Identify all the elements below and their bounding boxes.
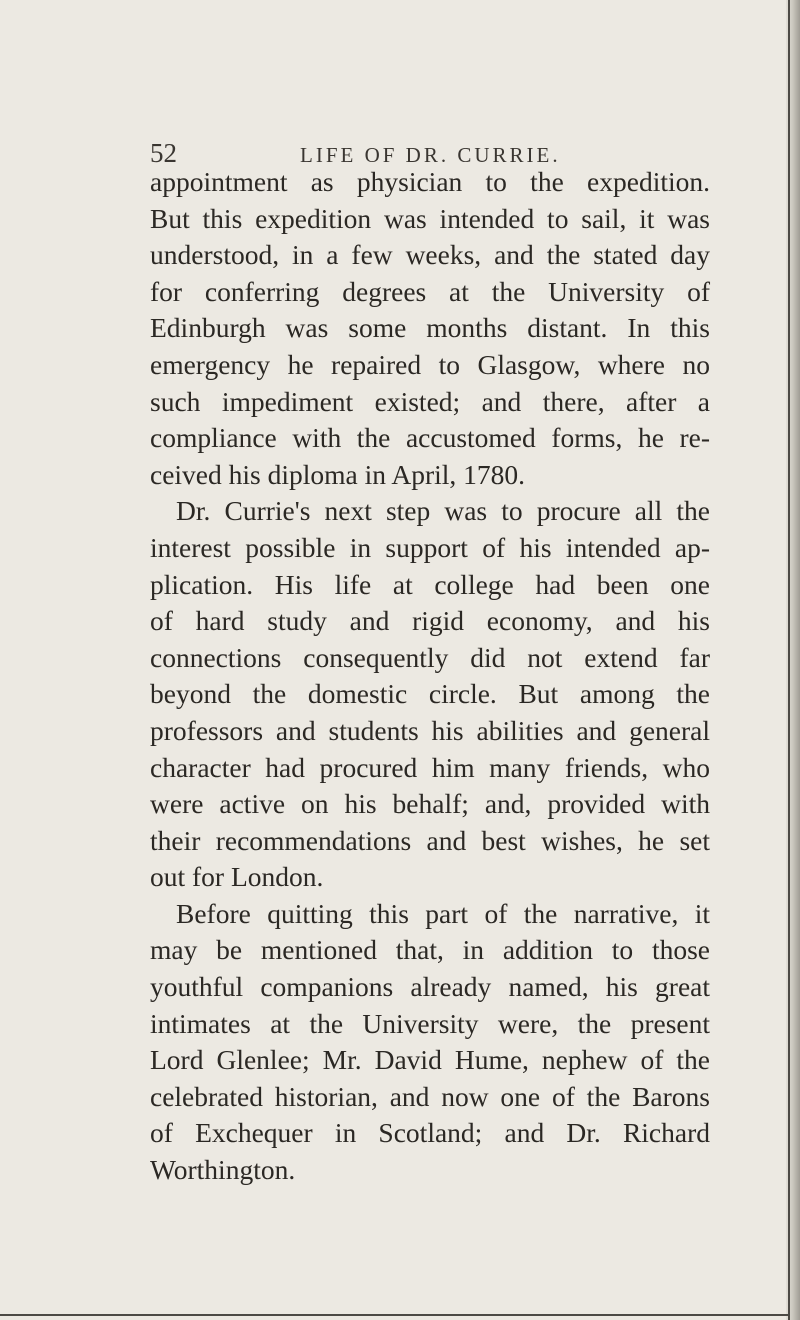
text-line: Dr. Currie's next step was to procure all the bbox=[176, 495, 710, 527]
text-line: such impediment existed; and there, after a bbox=[150, 385, 710, 417]
text-line: appointment as physician to the expedition. bbox=[150, 166, 710, 197]
page-edge-line bbox=[788, 0, 790, 1320]
text-line: were active on his behalf; and, provided with bbox=[150, 788, 710, 820]
text-line: for conferring degrees at the University of bbox=[150, 275, 710, 307]
text-line: celebrated historian, and now one of the Barons bbox=[150, 1080, 710, 1112]
text-line: ceived his diploma in April, 1780. bbox=[150, 458, 526, 490]
text-line: character had procured him many friends, who bbox=[150, 751, 710, 783]
running-title: LIFE OF DR. CURRIE. bbox=[300, 143, 561, 167]
text-line: connections consequently did not extend far bbox=[150, 641, 710, 673]
text-line: may be mentioned that, in addition to those bbox=[150, 934, 710, 966]
text-line: of Exchequer in Scotland; and Dr. Richard bbox=[150, 1117, 710, 1149]
text-line: out for London. bbox=[150, 861, 324, 893]
text-line: understood, in a few weeks, and the stated day bbox=[150, 239, 710, 271]
text-line: compliance with the accustomed forms, he re- bbox=[150, 422, 710, 454]
text-line: youthful companions already named, his great bbox=[150, 971, 710, 1003]
body-text bbox=[150, 164, 710, 1189]
page-number: 52 bbox=[150, 138, 177, 168]
text-line: intimates at the University were, the present bbox=[150, 1007, 710, 1039]
text-line: plication. His life at college had been one bbox=[150, 568, 710, 600]
text-line: Lord Glenlee; Mr. David Hume, nephew of the bbox=[150, 1044, 710, 1076]
text-line: Before quitting this part of the narrative, it bbox=[176, 897, 710, 929]
text-line: beyond the domestic circle. But among the bbox=[150, 678, 710, 710]
text-line: professors and students his abilities and general bbox=[150, 714, 710, 746]
text-line: emergency he repaired to Glasgow, where no bbox=[150, 348, 710, 380]
page-bottom-line bbox=[0, 1314, 790, 1316]
text-line: Edinburgh was some months distant. In this bbox=[150, 312, 710, 344]
text-line: But this expedition was intended to sail, it was bbox=[150, 202, 710, 234]
text-line: their recommendations and best wishes, he set bbox=[150, 824, 710, 856]
text-line: interest possible in support of his intended ap- bbox=[150, 531, 710, 563]
text-line: of hard study and rigid economy, and his bbox=[150, 605, 710, 637]
text-line: Worthington. bbox=[150, 1154, 296, 1186]
